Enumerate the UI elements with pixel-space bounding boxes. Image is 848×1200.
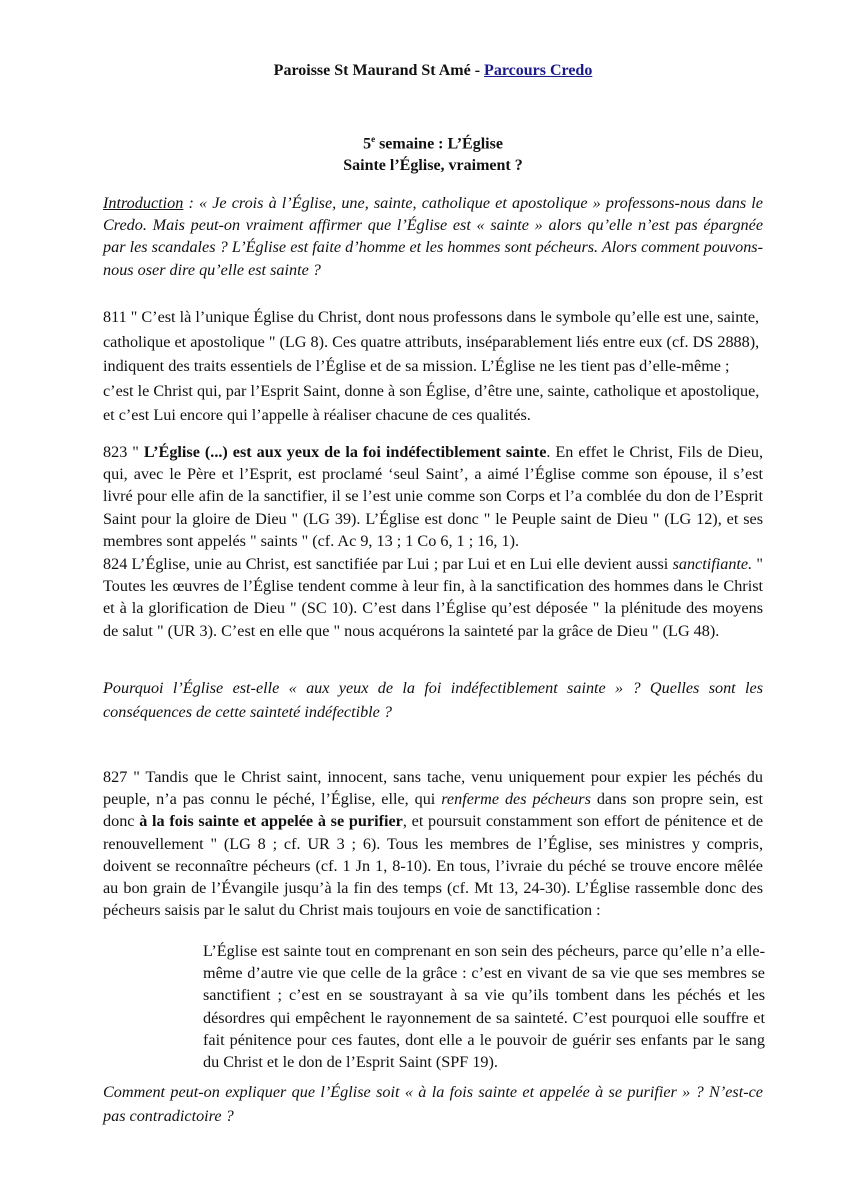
title-block [103, 128, 763, 177]
parish-name: Paroisse St Maurand St Amé - [273, 62, 485, 79]
introduction-label: Introduction [103, 194, 184, 212]
question-2: Comment peut-on expliquer que l’Église soit « à la fois sainte et appelée à se purifier » ? N’est-ce pas contradictoire ? [103, 1083, 763, 1125]
page-header [103, 60, 763, 82]
week-title: 5e semaine : L’Église [363, 134, 503, 153]
paragraph-827: 827 " Tandis que le Christ saint, innocent, sans tache, venu uniquement pour expier les péchés du peuple, n’a pas connu le péché, l’Église, elle, qui renferme des pécheurs dans son propre sein, est donc à la fois sainte et appelée à se purifier, et poursuit constamment son effort de pénitence et de renouvellement " (LG 8 ; cf. UR 3 ; 6). Tous les membres de l’Église, ses ministres y compris, doivent se reconnaître pécheurs (cf. 1 Jn 1, 8-10). En tous, l’ivraie du péché se trouve encore mêlée au bon grain de l’Évangile jusqu’à la fin des temps (cf. Mt 13, 24-30). L’Église rassemble donc des pécheurs saisis par le salut du Christ mais toujours en voie de sanctification : [103, 768, 764, 920]
introduction-paragraph: Introduction : « Je crois à l’Église, une, sainte, catholique et apostolique » professons-nous dans le Credo. Mais peut-on vraiment affirmer que l’Église est « sainte » alors qu’elle n’est pas épargnée par les scandales ? L’Église est faite d’homme et les hommes sont pécheurs. Alors comment pouvons-nous oser dire qu’elle est sainte ? [103, 194, 763, 279]
paragraph-824: 824 L’Église, unie au Christ, est sanctifiée par Lui ; par Lui et en Lui elle devient aussi sanctifiante. " Toutes les œuvres de l’Église tendent comme à leur fin, à la sanctification des hommes dans le Christ et à la glorification de Dieu " (SC 10). C’est dans l’Église qu’est déposée " la plénitude des moyens de salut " (UR 3). C’est en elle que " nous acquérons la sainteté par la grâce de Dieu " (LG 48). [103, 555, 764, 640]
subtitle: Sainte l’Église, vraiment ? [343, 157, 523, 175]
parcours-credo-link[interactable]: Parcours Credo [484, 62, 593, 79]
paragraph-811: 811 " C’est là l’unique Église du Christ, dont nous professons dans le symbole qu’elle est une, sainte, catholique et apostolique " (LG 8). Ces quatre attributs, inséparablement liés entre eux (cf. DS 2888), indiquent des traits essentiels de l’Église et de sa mission. L’Église ne les tient pas d’elle-même ; c’est le Christ qui, par l’Esprit Saint, donne à son Église, d’être une, sainte, catholique et apostolique, et c’est Lui encore qui l’appelle à réaliser chacune de ces qualités. [103, 308, 760, 424]
block-quote: L’Église est sainte tout en comprenant en son sein des pécheurs, parce qu’elle n’a elle-même d’autre vie que celle de la grâce : c’est en vivant de sa vie que ses membres se sanctifient ; c’est en se soustrayant à sa vie qu’ils tombent dans les péchés et les désordres qui empêchent le rayonnement de sa sainteté. C’est pourquoi elle souffre et fait pénitence pour ces fautes, dont elle a le pouvoir de guérir ses enfants par le sang du Christ et le don de l’Esprit Saint (SPF 19). [203, 942, 765, 1072]
question-1: Pourquoi l’Église est-elle « aux yeux de la foi indéfectiblement sainte » ? Quelles sont les conséquences de cette sainteté indéfectible ? [103, 679, 763, 721]
paragraph-823: 823 " L’Église (...) est aux yeux de la foi indéfectiblement sainte. En effet le Christ, Fils de Dieu, qui, avec le Père et l’Esprit, est proclamé ‘seul Saint’, a aimé l’Église comme son épouse, il s’est livré pour elle afin de la sanctifier, il se l’est unie comme son Corps et l’a comblée du don de l’Esprit Saint pour la gloire de Dieu " (LG 39). L’Église est donc " le Peuple saint de Dieu " (LG 12), et ses membres sont appelés " saints " (cf. Ac 9, 13 ; 1 Co 6, 1 ; 16, 1). [103, 443, 764, 550]
